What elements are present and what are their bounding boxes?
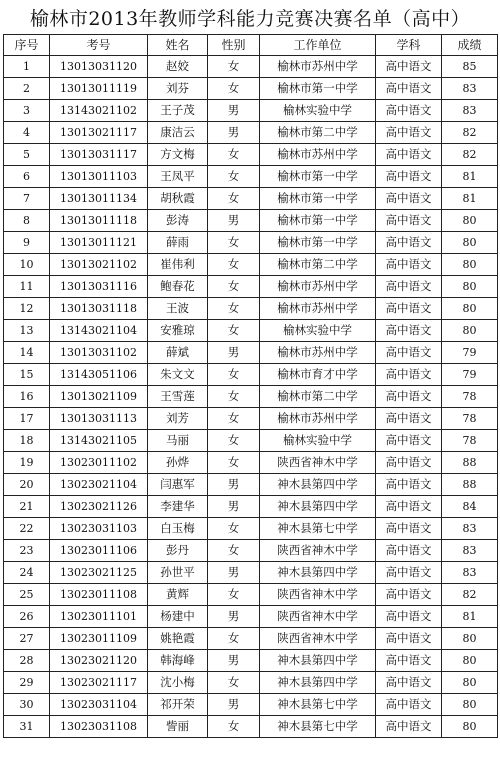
cell-score: 80: [442, 628, 498, 650]
cell-exam-id: 13143021102: [50, 100, 148, 122]
cell-workplace: 神木县第七中学: [260, 694, 376, 716]
cell-gender: 女: [208, 672, 260, 694]
cell-name: 王子茂: [148, 100, 208, 122]
cell-workplace: 神木县第四中学: [260, 496, 376, 518]
cell-subject: 高中语文: [376, 672, 442, 694]
cell-gender: 女: [208, 540, 260, 562]
cell-name: 彭丹: [148, 540, 208, 562]
cell-exam-id: 13013011121: [50, 232, 148, 254]
cell-exam-id: 13143051106: [50, 364, 148, 386]
cell-subject: 高中语文: [376, 474, 442, 496]
cell-name: 王凤平: [148, 166, 208, 188]
cell-subject: 高中语文: [376, 518, 442, 540]
cell-score: 83: [442, 562, 498, 584]
cell-exam-id: 13013031118: [50, 298, 148, 320]
cell-index: 3: [4, 100, 50, 122]
cell-subject: 高中语文: [376, 298, 442, 320]
cell-gender: 女: [208, 584, 260, 606]
cell-workplace: 神木县第四中学: [260, 562, 376, 584]
cell-subject: 高中语文: [376, 232, 442, 254]
cell-index: 31: [4, 716, 50, 738]
cell-gender: 男: [208, 694, 260, 716]
cell-index: 20: [4, 474, 50, 496]
cell-workplace: 陕西省神木中学: [260, 452, 376, 474]
table-row: [4, 628, 498, 650]
cell-exam-id: 13013031113: [50, 408, 148, 430]
table-body: [4, 56, 498, 738]
table-header-row: [4, 35, 498, 56]
cell-exam-id: 13023031104: [50, 694, 148, 716]
cell-name: 彭涛: [148, 210, 208, 232]
cell-name: 孙烨: [148, 452, 208, 474]
cell-gender: 女: [208, 188, 260, 210]
cell-score: 82: [442, 584, 498, 606]
cell-score: 81: [442, 606, 498, 628]
cell-name: 王波: [148, 298, 208, 320]
cell-workplace: 榆林市苏州中学: [260, 56, 376, 78]
cell-gender: 男: [208, 650, 260, 672]
cell-score: 80: [442, 232, 498, 254]
cell-score: 78: [442, 430, 498, 452]
cell-name: 孙世平: [148, 562, 208, 584]
cell-index: 22: [4, 518, 50, 540]
cell-workplace: 榆林市第一中学: [260, 188, 376, 210]
cell-score: 80: [442, 320, 498, 342]
table-row: [4, 78, 498, 100]
cell-index: 16: [4, 386, 50, 408]
document-title: 榆林市2013年教师学科能力竞赛决赛名单（高中）: [29, 7, 471, 30]
cell-gender: 女: [208, 452, 260, 474]
cell-index: 29: [4, 672, 50, 694]
cell-index: 1: [4, 56, 50, 78]
cell-gender: 女: [208, 232, 260, 254]
cell-index: 28: [4, 650, 50, 672]
cell-subject: 高中语文: [376, 452, 442, 474]
cell-exam-id: 13013031120: [50, 56, 148, 78]
cell-exam-id: 13013011118: [50, 210, 148, 232]
cell-score: 82: [442, 144, 498, 166]
column-header-score: 成绩: [442, 35, 498, 56]
cell-gender: 女: [208, 254, 260, 276]
column-header-subject: 学科: [376, 35, 442, 56]
cell-gender: 女: [208, 628, 260, 650]
cell-name: 姚艳霞: [148, 628, 208, 650]
table-row: [4, 474, 498, 496]
cell-subject: 高中语文: [376, 408, 442, 430]
cell-workplace: 陕西省神木中学: [260, 628, 376, 650]
cell-gender: 女: [208, 364, 260, 386]
cell-index: 25: [4, 584, 50, 606]
cell-subject: 高中语文: [376, 694, 442, 716]
cell-index: 6: [4, 166, 50, 188]
cell-gender: 男: [208, 474, 260, 496]
table-row: [4, 650, 498, 672]
cell-name: 康洁云: [148, 122, 208, 144]
table-row: [4, 672, 498, 694]
cell-score: 80: [442, 210, 498, 232]
cell-workplace: 榆林市苏州中学: [260, 144, 376, 166]
cell-index: 5: [4, 144, 50, 166]
cell-score: 78: [442, 408, 498, 430]
cell-exam-id: 13023031108: [50, 716, 148, 738]
cell-score: 80: [442, 650, 498, 672]
table-row: [4, 694, 498, 716]
cell-exam-id: 13143021105: [50, 430, 148, 452]
cell-exam-id: 13013011119: [50, 78, 148, 100]
cell-score: 84: [442, 496, 498, 518]
table-row: [4, 166, 498, 188]
cell-name: 訾丽: [148, 716, 208, 738]
cell-subject: 高中语文: [376, 540, 442, 562]
cell-subject: 高中语文: [376, 56, 442, 78]
cell-index: 2: [4, 78, 50, 100]
cell-name: 薛雨: [148, 232, 208, 254]
cell-exam-id: 13023021126: [50, 496, 148, 518]
column-header-exam-id: 考号: [50, 35, 148, 56]
cell-subject: 高中语文: [376, 606, 442, 628]
finalist-table: [3, 34, 498, 738]
column-header-name: 姓名: [148, 35, 208, 56]
cell-name: 韩海峰: [148, 650, 208, 672]
cell-gender: 女: [208, 78, 260, 100]
cell-exam-id: 13013021102: [50, 254, 148, 276]
cell-name: 杨建中: [148, 606, 208, 628]
cell-exam-id: 13023011101: [50, 606, 148, 628]
cell-name: 白玉梅: [148, 518, 208, 540]
table-row: [4, 364, 498, 386]
cell-score: 79: [442, 364, 498, 386]
cell-workplace: 榆林市第二中学: [260, 386, 376, 408]
cell-name: 朱文文: [148, 364, 208, 386]
cell-score: 80: [442, 298, 498, 320]
cell-name: 方文梅: [148, 144, 208, 166]
column-header-index: 序号: [4, 35, 50, 56]
cell-index: 19: [4, 452, 50, 474]
table-row: [4, 408, 498, 430]
table-row: [4, 56, 498, 78]
cell-gender: 男: [208, 606, 260, 628]
cell-name: 王雪莲: [148, 386, 208, 408]
cell-gender: 男: [208, 100, 260, 122]
cell-exam-id: 13013011134: [50, 188, 148, 210]
cell-subject: 高中语文: [376, 320, 442, 342]
cell-exam-id: 13023031103: [50, 518, 148, 540]
cell-index: 23: [4, 540, 50, 562]
cell-index: 27: [4, 628, 50, 650]
cell-subject: 高中语文: [376, 342, 442, 364]
cell-exam-id: 13023011102: [50, 452, 148, 474]
table-row: [4, 298, 498, 320]
cell-subject: 高中语文: [376, 430, 442, 452]
cell-workplace: 神木县第四中学: [260, 672, 376, 694]
table-row: [4, 254, 498, 276]
cell-gender: 女: [208, 386, 260, 408]
cell-exam-id: 13023011106: [50, 540, 148, 562]
cell-subject: 高中语文: [376, 100, 442, 122]
cell-exam-id: 13023021117: [50, 672, 148, 694]
cell-index: 14: [4, 342, 50, 364]
cell-subject: 高中语文: [376, 254, 442, 276]
cell-score: 83: [442, 100, 498, 122]
table-row: [4, 430, 498, 452]
cell-exam-id: 13013021109: [50, 386, 148, 408]
cell-subject: 高中语文: [376, 584, 442, 606]
cell-workplace: 榆林实验中学: [260, 100, 376, 122]
cell-workplace: 榆林市第一中学: [260, 210, 376, 232]
cell-score: 83: [442, 540, 498, 562]
cell-workplace: 榆林市第一中学: [260, 166, 376, 188]
cell-workplace: 陕西省神木中学: [260, 584, 376, 606]
cell-subject: 高中语文: [376, 122, 442, 144]
cell-name: 胡秋霞: [148, 188, 208, 210]
cell-name: 沈小梅: [148, 672, 208, 694]
table-row: [4, 716, 498, 738]
cell-exam-id: 13143021104: [50, 320, 148, 342]
cell-workplace: 神木县第四中学: [260, 474, 376, 496]
table-row: [4, 232, 498, 254]
table-row: [4, 496, 498, 518]
cell-name: 崔伟利: [148, 254, 208, 276]
cell-score: 80: [442, 254, 498, 276]
table-row: [4, 562, 498, 584]
cell-score: 88: [442, 474, 498, 496]
cell-index: 24: [4, 562, 50, 584]
cell-index: 10: [4, 254, 50, 276]
cell-subject: 高中语文: [376, 650, 442, 672]
table-row: [4, 606, 498, 628]
cell-workplace: 神木县第七中学: [260, 518, 376, 540]
cell-index: 26: [4, 606, 50, 628]
cell-gender: 女: [208, 408, 260, 430]
cell-gender: 男: [208, 342, 260, 364]
cell-workplace: 陕西省神木中学: [260, 540, 376, 562]
cell-subject: 高中语文: [376, 562, 442, 584]
cell-score: 80: [442, 716, 498, 738]
cell-name: 刘芬: [148, 78, 208, 100]
table-row: [4, 342, 498, 364]
cell-gender: 男: [208, 562, 260, 584]
cell-exam-id: 13013011103: [50, 166, 148, 188]
table-row: [4, 584, 498, 606]
cell-exam-id: 13023021104: [50, 474, 148, 496]
cell-gender: 女: [208, 518, 260, 540]
cell-name: 安雅琼: [148, 320, 208, 342]
cell-workplace: 榆林市苏州中学: [260, 342, 376, 364]
cell-index: 9: [4, 232, 50, 254]
cell-name: 黄辉: [148, 584, 208, 606]
cell-subject: 高中语文: [376, 496, 442, 518]
table-row: [4, 210, 498, 232]
cell-index: 13: [4, 320, 50, 342]
cell-score: 82: [442, 122, 498, 144]
cell-score: 85: [442, 56, 498, 78]
cell-index: 21: [4, 496, 50, 518]
table-row: [4, 122, 498, 144]
cell-workplace: 榆林实验中学: [260, 320, 376, 342]
cell-subject: 高中语文: [376, 628, 442, 650]
cell-name: 祁开荣: [148, 694, 208, 716]
cell-workplace: 神木县第七中学: [260, 716, 376, 738]
cell-index: 12: [4, 298, 50, 320]
cell-workplace: 神木县第四中学: [260, 650, 376, 672]
table-row: [4, 518, 498, 540]
cell-subject: 高中语文: [376, 210, 442, 232]
cell-index: 18: [4, 430, 50, 452]
column-header-gender: 性别: [208, 35, 260, 56]
cell-gender: 女: [208, 166, 260, 188]
cell-subject: 高中语文: [376, 166, 442, 188]
cell-workplace: 榆林实验中学: [260, 430, 376, 452]
table-row: [4, 144, 498, 166]
cell-name: 李建华: [148, 496, 208, 518]
table-row: [4, 540, 498, 562]
cell-subject: 高中语文: [376, 276, 442, 298]
cell-gender: 女: [208, 320, 260, 342]
cell-gender: 女: [208, 298, 260, 320]
cell-score: 81: [442, 188, 498, 210]
cell-subject: 高中语文: [376, 188, 442, 210]
cell-subject: 高中语文: [376, 144, 442, 166]
cell-name: 闫惠军: [148, 474, 208, 496]
cell-score: 83: [442, 78, 498, 100]
cell-workplace: 陕西省神木中学: [260, 606, 376, 628]
cell-index: 11: [4, 276, 50, 298]
cell-subject: 高中语文: [376, 78, 442, 100]
table-row: [4, 452, 498, 474]
cell-exam-id: 13013031102: [50, 342, 148, 364]
cell-exam-id: 13023011108: [50, 584, 148, 606]
cell-workplace: 榆林市苏州中学: [260, 298, 376, 320]
cell-workplace: 榆林市第一中学: [260, 78, 376, 100]
cell-name: 薛斌: [148, 342, 208, 364]
cell-gender: 男: [208, 496, 260, 518]
cell-score: 88: [442, 452, 498, 474]
cell-index: 17: [4, 408, 50, 430]
cell-index: 4: [4, 122, 50, 144]
table-row: [4, 100, 498, 122]
cell-gender: 女: [208, 430, 260, 452]
cell-score: 83: [442, 518, 498, 540]
cell-subject: 高中语文: [376, 364, 442, 386]
cell-score: 79: [442, 342, 498, 364]
cell-score: 80: [442, 276, 498, 298]
cell-index: 30: [4, 694, 50, 716]
cell-exam-id: 13013021117: [50, 122, 148, 144]
cell-subject: 高中语文: [376, 716, 442, 738]
cell-exam-id: 13023011109: [50, 628, 148, 650]
cell-name: 马丽: [148, 430, 208, 452]
cell-workplace: 榆林市苏州中学: [260, 408, 376, 430]
cell-gender: 女: [208, 716, 260, 738]
cell-gender: 女: [208, 56, 260, 78]
cell-gender: 男: [208, 210, 260, 232]
cell-workplace: 榆林市第二中学: [260, 254, 376, 276]
cell-subject: 高中语文: [376, 386, 442, 408]
cell-workplace: 榆林市育才中学: [260, 364, 376, 386]
cell-score: 80: [442, 672, 498, 694]
table-row: [4, 386, 498, 408]
table-row: [4, 276, 498, 298]
cell-gender: 女: [208, 276, 260, 298]
column-header-workplace: 工作单位: [260, 35, 376, 56]
cell-exam-id: 13023021120: [50, 650, 148, 672]
cell-score: 78: [442, 386, 498, 408]
cell-workplace: 榆林市第二中学: [260, 122, 376, 144]
cell-name: 刘芳: [148, 408, 208, 430]
cell-score: 80: [442, 694, 498, 716]
cell-workplace: 榆林市第一中学: [260, 232, 376, 254]
cell-gender: 男: [208, 122, 260, 144]
cell-score: 81: [442, 166, 498, 188]
cell-exam-id: 13013031116: [50, 276, 148, 298]
cell-exam-id: 13023021125: [50, 562, 148, 584]
table-row: [4, 188, 498, 210]
cell-index: 15: [4, 364, 50, 386]
cell-index: 7: [4, 188, 50, 210]
cell-exam-id: 13013031117: [50, 144, 148, 166]
cell-name: 鲍春花: [148, 276, 208, 298]
cell-index: 8: [4, 210, 50, 232]
cell-gender: 女: [208, 144, 260, 166]
cell-name: 赵姣: [148, 56, 208, 78]
table-row: [4, 320, 498, 342]
cell-workplace: 榆林市苏州中学: [260, 276, 376, 298]
